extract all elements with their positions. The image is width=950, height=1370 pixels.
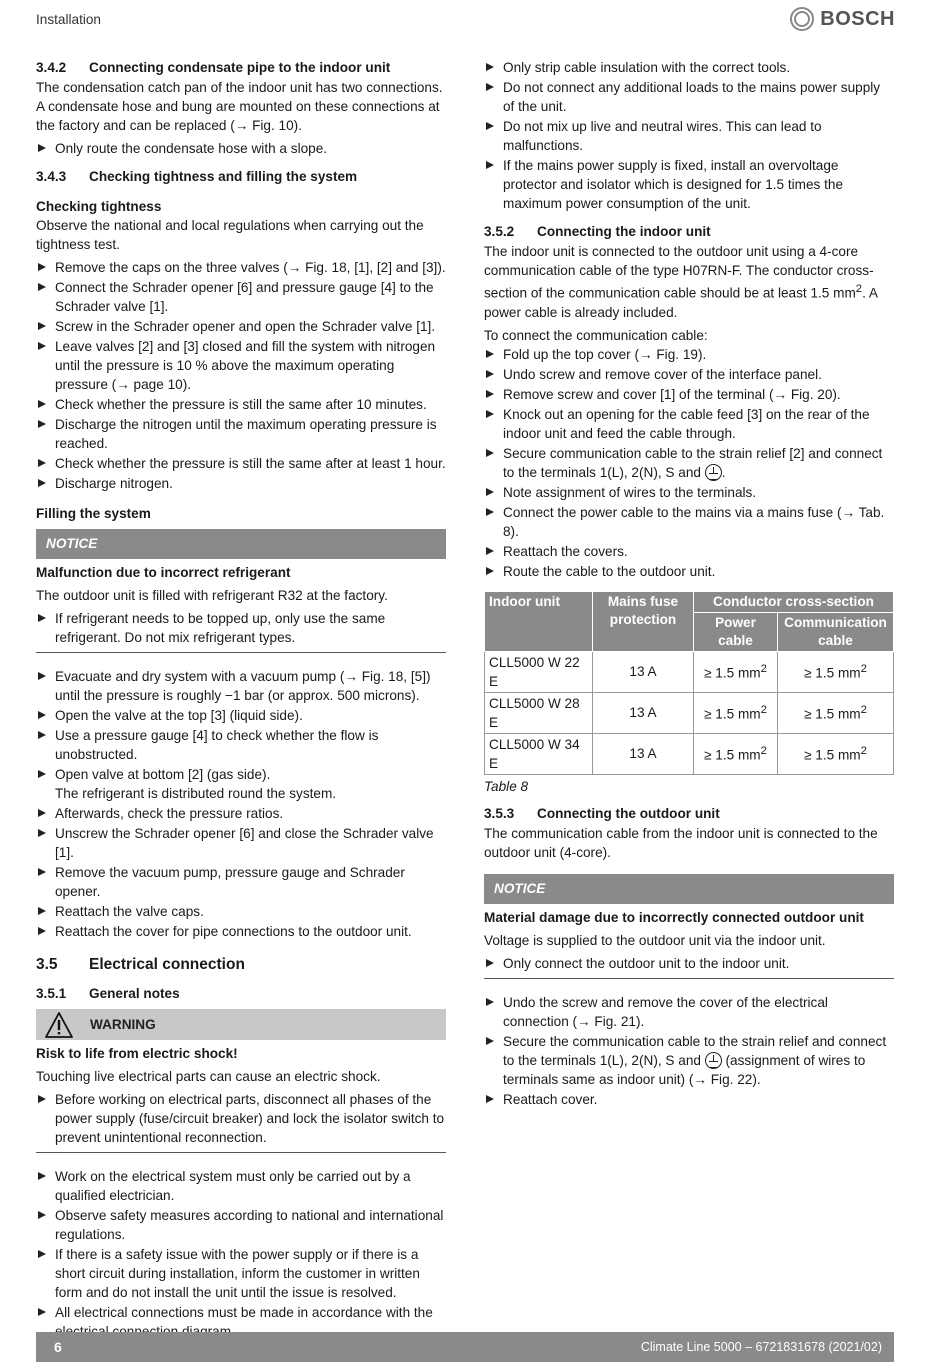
table-row (485, 692, 894, 733)
list-item: Reattach the valve caps. (36, 902, 446, 921)
list-item: Connect the Schrader opener [6] and pressure gauge [4] to the Schrader valve [1]. (36, 278, 446, 316)
list-item: Evacuate and dry system with a vacuum pump (→ Fig. 18, [5]) until the pressure is roughly −1 bar (or approx. 500 microns). (36, 667, 446, 705)
paragraph: The indoor unit is connected to the outdoor unit using a 4-core communication cable of the type H07RN-F. The conductor cross-section of the communication cable should be at least 1.5 $mm^2$. A power cable is already included. (484, 244, 878, 320)
column-header: Power cable (694, 612, 778, 651)
list-item: Leave valves [2] and [3] closed and fill the system with nitrogen until the pressure is 10 % above the maximum operating pressure (→ page 10). (36, 337, 446, 394)
list-item: Reattach the covers. (484, 542, 894, 561)
right-column (484, 58, 894, 1110)
warning-box (36, 1063, 446, 1153)
list-item: Secure communication cable to the strain relief [2] and connect to the terminals 1(L), 2(N), S and . (484, 444, 894, 482)
running-header: Installation (36, 12, 101, 27)
list-item: Do not mix up live and neutral wires. This can lead to malfunctions. (484, 117, 894, 155)
list-item: Fold up the top cover (→ Fig. 19). (484, 345, 894, 364)
notice-title: Material damage due to incorrectly connected outdoor unit (484, 909, 864, 925)
subheading-checking-tightness: Checking tightness (36, 199, 162, 214)
list-item: Remove the vacuum pump, pressure gauge and Schrader opener. (36, 863, 446, 901)
step-list (484, 58, 894, 213)
table-cell: ≥ 1.5 $mm^2$ (778, 692, 894, 733)
page-footer (36, 1332, 894, 1362)
table-cell: ≥ 1.5 $mm^2$ (694, 651, 778, 692)
list-item: Open valve at bottom [2] (gas side). The refrigerant is distributed round the system. (36, 765, 446, 803)
table-cell: 13 A (593, 733, 694, 774)
subheading-filling-system: Filling the system (36, 506, 151, 521)
list-item: Reattach the cover for pipe connections to the outdoor unit. (36, 922, 446, 941)
list-item: Remove the caps on the three valves (→ Fig. 18, [1], [2] and [3]). (36, 258, 446, 277)
list-item: All electrical connections must be made in accordance with the (36, 1303, 446, 1341)
paragraph: The communication cable from the indoor unit is connected to the outdoor unit (4-core). (484, 825, 878, 860)
notice-title: Malfunction due to incorrect refrigerant (36, 565, 291, 580)
brand-name: BOSCH (820, 7, 895, 30)
paragraph: The condensation catch pan of the indoor unit has two connections. (36, 80, 443, 95)
step-list (36, 1090, 446, 1147)
list-item: Check whether the pressure is still the same after 10 minutes. (36, 395, 446, 414)
step-list (36, 667, 446, 941)
list-item: Secure the communication cable to the strain relief and connect to the terminals 1(L), 2(N), S and (assignment of wires to terminals same as indoor unit) (→ Fig. 22). (484, 1032, 894, 1089)
list-item: Do not connect any additional loads to the mains power supply of the unit. (484, 78, 894, 116)
notice-box (36, 582, 446, 653)
table-cell: CLL5000 W 34 E (485, 733, 593, 774)
paragraph: Observe the national and local regulations when carrying out the tightness test. (36, 218, 424, 252)
table-cell: ≥ 1.5 $mm^2$ (778, 733, 894, 774)
list-item: Only connect the outdoor unit to the indoor unit. (484, 954, 894, 973)
table-row (485, 733, 894, 774)
list-item: Only route the condensate hose with a slope. (36, 139, 446, 158)
heading-3-5: 3.5 Electrical connection (36, 956, 245, 973)
notice-box (484, 927, 894, 979)
table-cell: 13 A (593, 651, 694, 692)
list-item: Check whether the pressure is still the same after at least 1 hour. (36, 454, 446, 473)
table-cell: ≥ 1.5 $mm^2$ (778, 651, 894, 692)
heading-3-4-3: 3.4.3 Checking tightness and filling the system (36, 169, 358, 184)
paragraph: Voltage is supplied to the outdoor unit via the indoor unit. (484, 932, 826, 948)
step-list (36, 609, 446, 647)
table-cell: 13 A (593, 692, 694, 733)
step-list (36, 1167, 446, 1341)
list-item: Discharge the nitrogen until the maximum operating pressure is reached. (36, 415, 446, 453)
warning-title: Risk to life from electric shock! (36, 1046, 238, 1061)
warning-bar (36, 1009, 446, 1040)
list-item: Open the valve at the top [3] (liquid side). (36, 706, 446, 725)
list-item: If there is a safety issue with the power supply or if there is a short circuit during installation, inform the customer in written form and do not install the unit until the issue is resolved. (36, 1245, 446, 1302)
earth-ground-icon (705, 1052, 722, 1069)
table-row (485, 651, 894, 692)
step-list (484, 954, 894, 973)
left-column (36, 58, 446, 1342)
list-item: Remove screw and cover [1] of the terminal (→ Fig. 20). (484, 385, 894, 404)
document-id: Climate Line 5000 – 6721831678 (2021/02) (640, 1339, 882, 1354)
warning-label: WARNING (90, 1017, 156, 1032)
earth-ground-icon (705, 464, 722, 481)
notice-bar: NOTICE (484, 874, 894, 904)
list-item: If refrigerant needs to be topped up, only use the same refrigerant. Do not mix refrigerant types. (36, 609, 446, 647)
column-header: Conductor cross-section (694, 591, 894, 612)
list-item: Before working on electrical parts, disconnect all phases of the power supply (fuse/circuit breaker) and lock the isolator switch to prevent unintentional reconnection. (36, 1090, 446, 1147)
notice-bar: NOTICE (36, 529, 446, 559)
list-item: Screw in the Schrader opener and open the Schrader valve [1]. (36, 317, 446, 336)
list-item: Reattach cover. (484, 1090, 894, 1109)
column-header: Mains fuse protection (593, 591, 694, 651)
list-item: Connect the power cable to the mains via a mains fuse (→ Tab. 8). (484, 503, 894, 541)
list-item: Route the cable to the outdoor unit. (484, 562, 894, 581)
paragraph: A condensate hose and bung are mounted on these connections at the factory and can be replaced (→ Fig. 10). (36, 99, 440, 133)
spec-table (484, 591, 894, 775)
brand-logo (790, 7, 895, 31)
heading-3-5-2: 3.5.2 Connecting the indoor unit (484, 224, 711, 239)
paragraph: Touching live electrical parts can cause an electric shock. (36, 1069, 381, 1084)
column-header: Communication cable (778, 612, 894, 651)
heading-3-5-3: 3.5.3 Connecting the outdoor unit (484, 805, 720, 821)
list-item: Only strip cable insulation with the correct tools. (484, 58, 894, 77)
column-header: Indoor unit (485, 591, 593, 651)
heading-3-4-2: 3.4.2 Connecting condensate pipe to the indoor unit (36, 60, 391, 75)
list-item: Afterwards, check the pressure ratios. (36, 804, 446, 823)
list-item: Undo screw and remove cover of the interface panel. (484, 365, 894, 384)
paragraph: To connect the communication cable: (484, 327, 708, 343)
table-caption: Table 8 (484, 778, 529, 794)
page-number: 6 (54, 1338, 62, 1355)
step-list (36, 139, 446, 158)
list-item: Use a pressure gauge [4] to check whether the flow is unobstructed. (36, 726, 446, 764)
table-cell: ≥ 1.5 $mm^2$ (694, 733, 778, 774)
heading-3-5-1: 3.5.1 General notes (36, 986, 180, 1001)
bosch-armature-icon (790, 7, 814, 31)
paragraph: The outdoor unit is filled with refrigerant R32 at the factory. (36, 588, 388, 603)
list-item: Knock out an opening for the cable feed [3] on the rear of the indoor unit and feed the cable through. (484, 405, 894, 443)
step-list (484, 993, 894, 1109)
step-list (36, 258, 446, 493)
list-item: Observe safety measures according to national and international regulations. (36, 1206, 446, 1244)
table-cell: CLL5000 W 28 E (485, 692, 593, 733)
list-item: If the mains power supply is fixed, install an overvoltage protector and isolator which is designed for 1.5 times the maximum power consumption of the unit. (484, 156, 894, 213)
list-item: Note assignment of wires to the terminals. (484, 483, 894, 502)
list-item: Undo the screw and remove the cover of the electrical connection (→ Fig. 21). (484, 993, 894, 1031)
list-item: Discharge nitrogen. (36, 474, 446, 493)
list-item: Unscrew the Schrader opener [6] and close the Schrader valve [1]. (36, 824, 446, 862)
warning-triangle-icon (44, 1011, 74, 1039)
table-cell: ≥ 1.5 $mm^2$ (694, 692, 778, 733)
table-cell: CLL5000 W 22 E (485, 651, 593, 692)
step-list (484, 345, 894, 581)
list-item: Work on the electrical system must only be carried out by a qualified electrician. (36, 1167, 446, 1205)
